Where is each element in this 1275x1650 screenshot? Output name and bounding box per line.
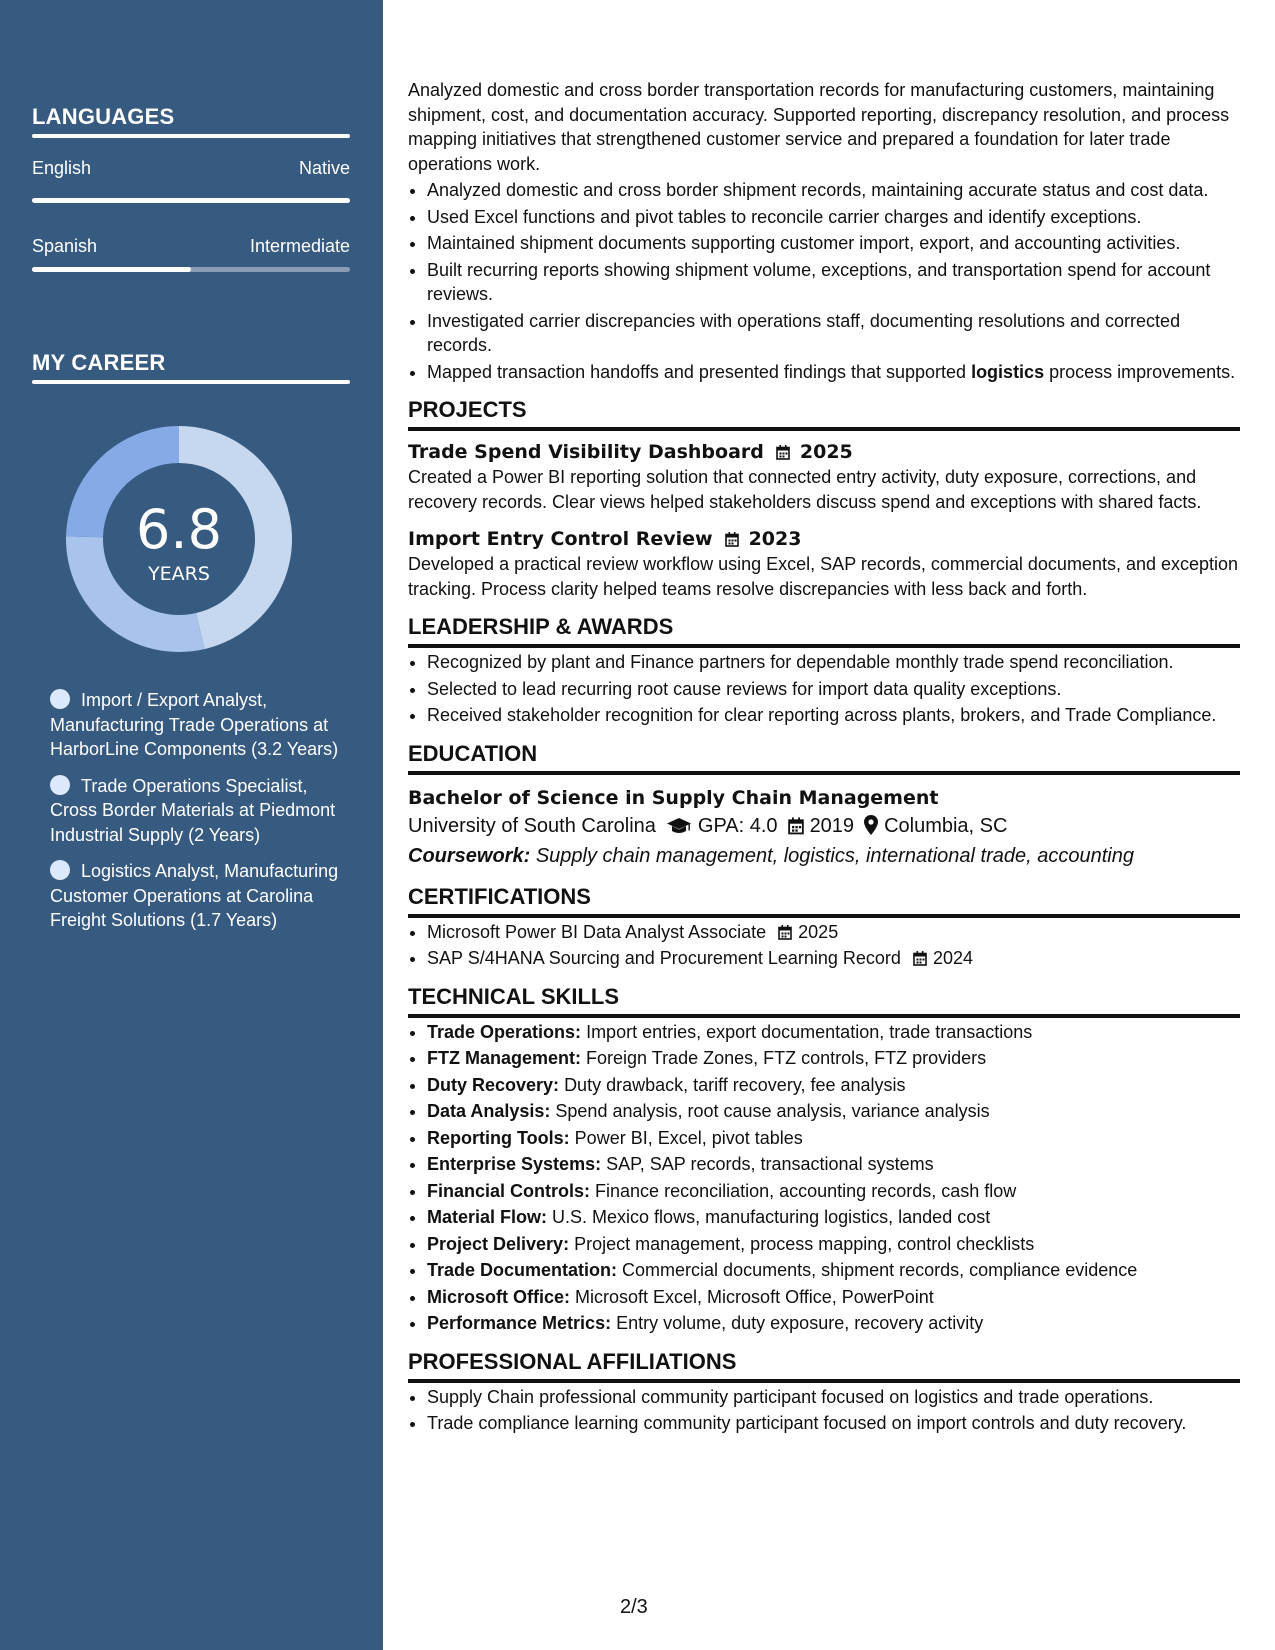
coursework: Coursework: Supply chain management, logistics, international trade, accounting [408,844,1134,867]
projects-heading: PROJECTS [408,396,1240,431]
skill-item: • Trade Operations: Import entries, export documentation, trade transactions [427,1020,1240,1045]
list-item: • Trade compliance learning community participant focused on import controls and duty recovery. [427,1411,1240,1436]
calendar-icon [913,951,927,966]
calendar-icon [778,925,792,940]
career-heading: MY CAREER [32,350,166,375]
language-row-spanish [32,236,350,257]
leadership-heading: LEADERSHIP & AWARDS [408,613,1240,648]
affiliations-heading: PROFESSIONAL AFFILIATIONS [408,1348,1240,1383]
skill-item: • FTZ Management: Foreign Trade Zones, FTZ controls, FTZ providers [427,1046,1240,1071]
language-bar-fill [32,267,191,272]
skill-item: • Performance Metrics: Entry volume, duty exposure, recovery activity [427,1311,1240,1336]
list-item: • Supply Chain professional community participant focused on logistics and trade operations. [427,1385,1240,1410]
skill-item: • Reporting Tools: Power BI, Excel, pivot tables [427,1126,1240,1151]
degree-title: Bachelor of Science in Supply Chain Management [408,786,939,809]
languages-heading: LANGUAGES [32,104,175,129]
certifications-heading: CERTIFICATIONS [408,883,1240,918]
experience-bullets [408,178,1240,384]
certification-item: • Microsoft Power BI Data Analyst Associate 2025 [427,920,1240,945]
education-meta [408,811,1240,841]
school-name: University of South Carolina [408,814,656,837]
education-heading: EDUCATION [408,740,1240,775]
calendar-icon [788,817,804,835]
language-name: English [32,158,92,178]
career-item: Logistics Analyst, Manufacturing Customer Operations at Carolina Freight Solutions (1.7 Years) [50,861,339,930]
school-location: Columbia, SC [884,814,1008,837]
project-title: Import Entry Control Review 2023 [408,528,802,550]
skill-item: • Data Analysis: Spend analysis, root cause analysis, variance analysis [427,1099,1240,1124]
list-item: • Received stakeholder recognition for clear reporting across plants, brokers, and Trade Compliance. [427,703,1240,728]
language-name: Spanish [32,236,98,256]
technical-skills-heading: TECHNICAL SKILLS [408,983,1240,1018]
experience-summary: Analyzed domestic and cross border transportation records for manufacturing customers, maintaining shipment, cost, and documentation accuracy. Supported reporting, discrepancy resolution, and process mapping initiatives that strengthened customer service and prepared a foundation for later trade operations work. [408,80,1230,174]
calendar-icon [725,532,739,547]
languages-rule [32,134,350,138]
bullet-dot [50,860,70,880]
language-bar-fill [32,198,350,203]
map-pin-icon [864,815,878,835]
career-item: Import / Export Analyst, Manufacturing Trade Operations at HarborLine Components (3.2 Years) [50,690,339,759]
skill-item: • Microsoft Office: Microsoft Excel, Microsoft Office, PowerPoint [427,1285,1240,1310]
project-title: Trade Spend Visibility Dashboard 2025 [408,441,853,463]
language-bar-english [32,198,350,203]
skill-item: • Duty Recovery: Duty drawback, tariff recovery, fee analysis [427,1073,1240,1098]
skills-list [408,1020,1240,1336]
bullet-dot [50,775,70,795]
career-unit: YEARS [148,563,210,585]
project-description: Developed a practical review workflow using Excel, SAP records, commercial documents, and exception tracking. Process clarity helped teams resolve discrepancies with less back and forth. [408,554,1239,599]
page-number: 2/3 [620,1596,648,1618]
career-item: Trade Operations Specialist, Cross Border Materials at Piedmont Industrial Supply (2 Years) [50,775,336,845]
list-item: • Maintained shipment documents supporting customer import, export, and accounting activities. [427,231,1240,256]
list-item: • Recognized by plant and Finance partners for dependable monthly trade spend reconciliation. [427,650,1240,675]
list-item: • Built recurring reports showing shipment volume, exceptions, and transportation spend for account reviews. [427,258,1240,307]
list-item: • Used Excel functions and pivot tables to reconcile carrier charges and identify exceptions. [427,205,1240,230]
certification-item: • SAP S/4HANA Sourcing and Procurement Learning Record 2024 [427,946,1240,971]
certifications-list [408,920,1240,971]
language-bar-spanish [32,267,350,272]
language-level: Intermediate [249,236,350,256]
calendar-icon [776,445,790,460]
list-item: • Analyzed domestic and cross border shipment records, maintaining accurate status and cost data. [427,178,1240,203]
graduation-year: 2019 [809,814,855,837]
skill-item: • Trade Documentation: Commercial documents, shipment records, compliance evidence [427,1258,1240,1283]
list-item: • Investigated carrier discrepancies with operations staff, documenting resolutions and corrected records. [427,309,1240,358]
career-rule [32,380,350,384]
list-item: • Mapped transaction handoffs and presented findings that supported logistics process improvements. [427,360,1240,385]
graduation-cap-icon [666,817,692,835]
skill-item: • Material Flow: U.S. Mexico flows, manufacturing logistics, landed cost [427,1205,1240,1230]
sidebar [0,0,383,1650]
project-description: Created a Power BI reporting solution that connected entry activity, duty exposure, corrections, and recovery records. Clear views helped stakeholders discuss spend and exceptions with shared facts. [408,467,1202,512]
leadership-list [408,650,1240,728]
language-row-english [32,158,350,179]
gpa: GPA: 4.0 [697,814,778,837]
skill-item: • Enterprise Systems: SAP, SAP records, transactional systems [427,1152,1240,1177]
skill-item: • Project Delivery: Project management, process mapping, control checklists [427,1232,1240,1257]
career-total: 6.8 [136,498,222,561]
list-item: • Selected to lead recurring root cause reviews for import data quality exceptions. [427,677,1240,702]
skill-item: • Financial Controls: Finance reconciliation, accounting records, cash flow [427,1179,1240,1204]
affiliations-list [408,1385,1240,1436]
main-content [408,78,1240,1438]
career-donut-chart [66,426,292,652]
language-level: Native [298,158,350,178]
bullet-dot [50,689,70,709]
career-list [50,688,350,945]
